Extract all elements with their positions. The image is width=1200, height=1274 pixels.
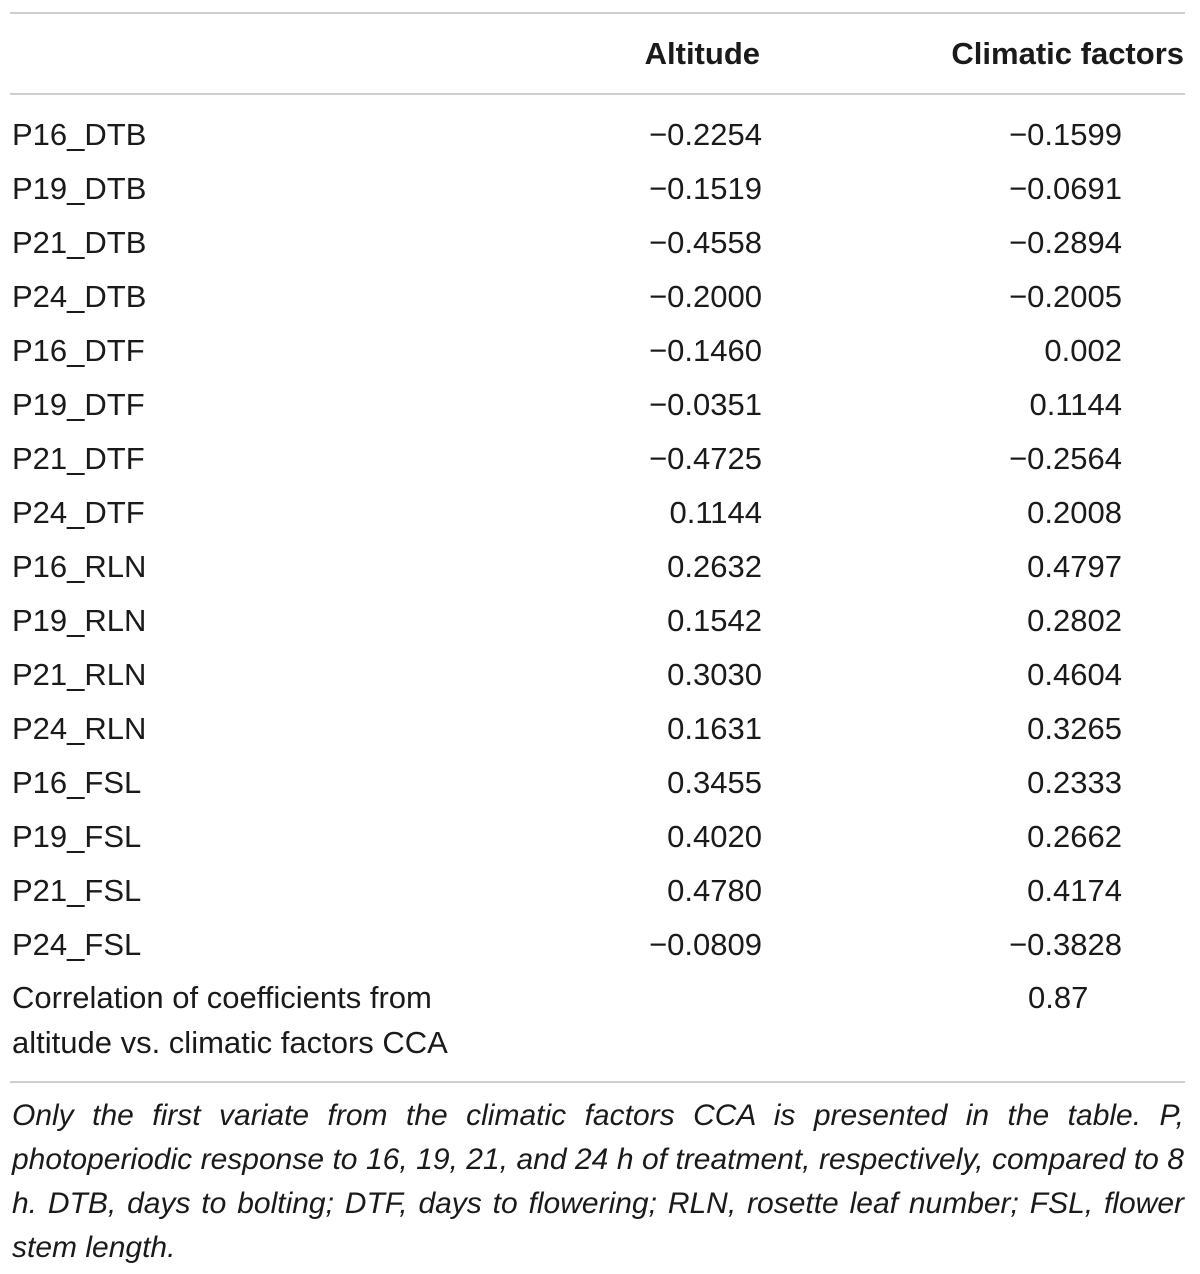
- altitude-value: −0.1519: [649, 171, 762, 206]
- column-header-altitude: Altitude: [644, 36, 760, 71]
- climatic-value: 0.4797: [1027, 549, 1122, 584]
- altitude-value: −0.4725: [649, 441, 762, 476]
- table-bottom-rule: [10, 1081, 1185, 1083]
- row-label: P19_DTB: [12, 171, 147, 206]
- table-row: [0, 432, 1200, 486]
- table-row: [0, 810, 1200, 864]
- altitude-value: 0.3455: [667, 765, 762, 800]
- row-label: P21_RLN: [12, 657, 147, 692]
- row-label: P24_RLN: [12, 711, 147, 746]
- altitude-value: 0.4020: [667, 819, 762, 854]
- table-row: [0, 162, 1200, 216]
- altitude-value: 0.1542: [667, 603, 762, 638]
- correlation-label: Correlation of coefficients from altitude vs. climatic factors CCA: [12, 980, 448, 1060]
- row-label: P24_FSL: [12, 927, 142, 962]
- altitude-value: 0.2632: [667, 549, 762, 584]
- table-row: [0, 648, 1200, 702]
- climatic-value: −0.0691: [1009, 171, 1122, 206]
- climatic-value: −0.2894: [1009, 225, 1122, 260]
- climatic-value: 0.3265: [1027, 711, 1122, 746]
- altitude-value: 0.1631: [667, 711, 762, 746]
- row-label: P19_RLN: [12, 603, 147, 638]
- climatic-value: 0.2008: [1027, 495, 1122, 530]
- row-label: P24_DTF: [12, 495, 145, 530]
- table-row: [0, 702, 1200, 756]
- climatic-value: −0.3828: [1009, 927, 1122, 962]
- table-row: [0, 324, 1200, 378]
- row-label: P21_DTF: [12, 441, 145, 476]
- table-body: [0, 108, 1200, 972]
- table-row: [0, 864, 1200, 918]
- climatic-value: 0.1144: [1029, 387, 1122, 422]
- row-label: P16_RLN: [12, 549, 147, 584]
- table-top-rule: [10, 12, 1185, 14]
- row-label: P24_DTB: [12, 279, 147, 314]
- climatic-value: −0.2564: [1009, 441, 1122, 476]
- climatic-value: −0.1599: [1009, 117, 1122, 152]
- row-label: P16_DTB: [12, 117, 147, 152]
- altitude-value: −0.2000: [649, 279, 762, 314]
- altitude-value: −0.2254: [649, 117, 762, 152]
- climatic-value: 0.2662: [1027, 819, 1122, 854]
- header-rule: [10, 93, 1185, 95]
- table-row: [0, 918, 1200, 972]
- table-row: [0, 378, 1200, 432]
- row-label: P16_DTF: [12, 333, 145, 368]
- row-label: P19_FSL: [12, 819, 142, 854]
- row-label: P19_DTF: [12, 387, 145, 422]
- table-row: [0, 270, 1200, 324]
- row-label: P21_DTB: [12, 225, 147, 260]
- altitude-value: 0.1144: [669, 495, 762, 530]
- climatic-value: 0.002: [1044, 333, 1122, 368]
- table-row: [0, 216, 1200, 270]
- climatic-value: 0.4174: [1027, 873, 1122, 908]
- table-row: [0, 594, 1200, 648]
- climatic-value: 0.4604: [1027, 657, 1122, 692]
- column-header-climatic-factors: Climatic factors: [951, 36, 1184, 71]
- climatic-value: 0.2333: [1027, 765, 1122, 800]
- altitude-value: −0.0351: [649, 387, 762, 422]
- row-label: P16_FSL: [12, 765, 142, 800]
- table-row: [0, 108, 1200, 162]
- climatic-value: 0.2802: [1027, 603, 1122, 638]
- table-row: [0, 756, 1200, 810]
- table-footnote: Only the first variate from the climatic factors CCA is presented in the table. P, photoperiodic response to 16, 19, 21, and 24 h of treatment, respectively, compared to 8 h. DTB, days to bolting; DTF, days to flowering; RLN, rosette leaf number; FSL, flower stem length.: [12, 1099, 1184, 1264]
- altitude-value: −0.4558: [649, 225, 762, 260]
- altitude-value: −0.1460: [649, 333, 762, 368]
- table-row: [0, 540, 1200, 594]
- climatic-value: −0.2005: [1009, 279, 1122, 314]
- correlation-value: 0.87: [1028, 980, 1089, 1015]
- table-row: [0, 486, 1200, 540]
- altitude-value: −0.0809: [649, 927, 762, 962]
- altitude-value: 0.3030: [667, 657, 762, 692]
- row-label: P21_FSL: [12, 873, 142, 908]
- altitude-value: 0.4780: [667, 873, 762, 908]
